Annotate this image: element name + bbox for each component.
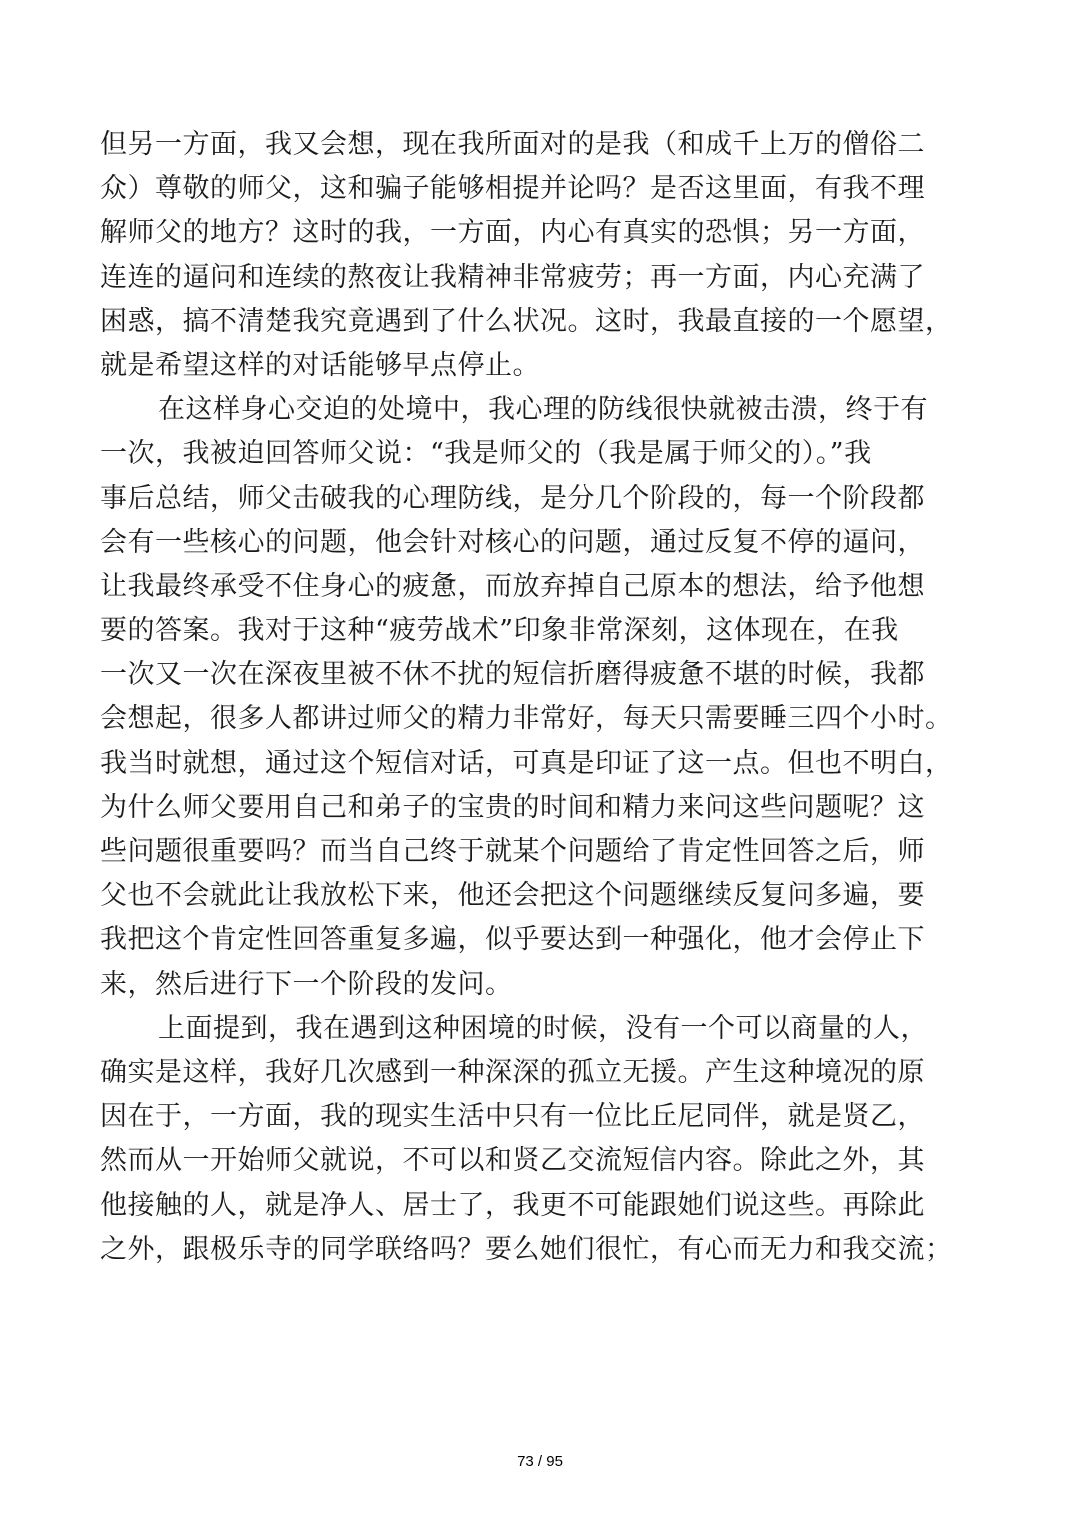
text-line: 解师父的地方？这时的我，一方面，内心有真实的恐惧；另一方面， <box>100 217 925 249</box>
text-line: 我把这个肯定性回答重复多遍，似乎要达到一种强化，他才会停止下 <box>100 924 925 956</box>
text-line: 事后总结，师父击破我的心理防线，是分几个阶段的，每一个阶段都 <box>100 482 925 514</box>
text-line: 他接触的人，就是净人、居士了，我更不可能跟她们说这些。再除此 <box>100 1189 925 1221</box>
page-number: 73 / 95 <box>517 1453 563 1470</box>
text-line: 然而从一开始师父就说，不可以和贤乙交流短信内容。除此之外，其 <box>100 1145 925 1177</box>
text-line: 确实是这样，我好几次感到一种深深的孤立无援。产生这种境况的原 <box>100 1056 925 1088</box>
text-line: 众）尊敬的师父，这和骗子能够相提并论吗？是否这里面，有我不理 <box>100 173 925 205</box>
text-line: 上面提到，我在遇到这种困境的时候，没有一个可以商量的人， <box>158 1012 928 1044</box>
body-text <box>100 123 985 1272</box>
text-line: 就是希望这样的对话能够早点停止。 <box>100 349 540 381</box>
text-line: 会想起，很多人都讲过师父的精力非常好，每天只需要睡三四个小时。 <box>100 703 953 735</box>
text-line: 因在于，一方面，我的现实生活中只有一位比丘尼同伴，就是贤乙， <box>100 1101 925 1133</box>
text-line: 父也不会就此让我放松下来，他还会把这个问题继续反复问多遍，要 <box>100 880 925 912</box>
text-line: 让我最终承受不住身心的疲惫，而放弃掉自己原本的想法，给予他想 <box>100 570 925 602</box>
text-line: 我当时就想，通过这个短信对话，可真是印证了这一点。但也不明白， <box>100 747 953 779</box>
text-line: 之外，跟极乐寺的同学联络吗？要么她们很忙，有心而无力和我交流； <box>100 1233 953 1265</box>
text-line: 要的答案。我对于这种“疲劳战术”印象非常深刻，这体现在，在我 <box>100 615 899 647</box>
text-line: 困惑，搞不清楚我究竟遇到了什么状况。这时，我最直接的一个愿望， <box>100 305 953 337</box>
text-line: 连连的逼问和连续的熬夜让我精神非常疲劳；再一方面，内心充满了 <box>100 261 925 293</box>
text-line: 些问题很重要吗？而当自己终于就某个问题给了肯定性回答之后，师 <box>100 836 925 867</box>
text-line: 来，然后进行下一个阶段的发问。 <box>100 968 513 1000</box>
text-line: 但另一方面，我又会想，现在我所面对的是我（和成千上万的僧俗二 <box>100 129 925 160</box>
text-line: 在这样身心交迫的处境中，我心理的防线很快就被击溃，终于有 <box>158 394 928 426</box>
text-line: 会有一些核心的问题，他会针对核心的问题，通过反复不停的逼问， <box>100 526 925 558</box>
text-line: 一次又一次在深夜里被不休不扰的短信折磨得疲惫不堪的时候，我都 <box>100 659 925 691</box>
text-line: 一次，我被迫回答师父说：“我是师父的（我是属于师父的）。”我 <box>100 438 872 470</box>
text-line: 为什么师父要用自己和弟子的宝贵的时间和精力来问这些问题呢？这 <box>100 791 925 823</box>
